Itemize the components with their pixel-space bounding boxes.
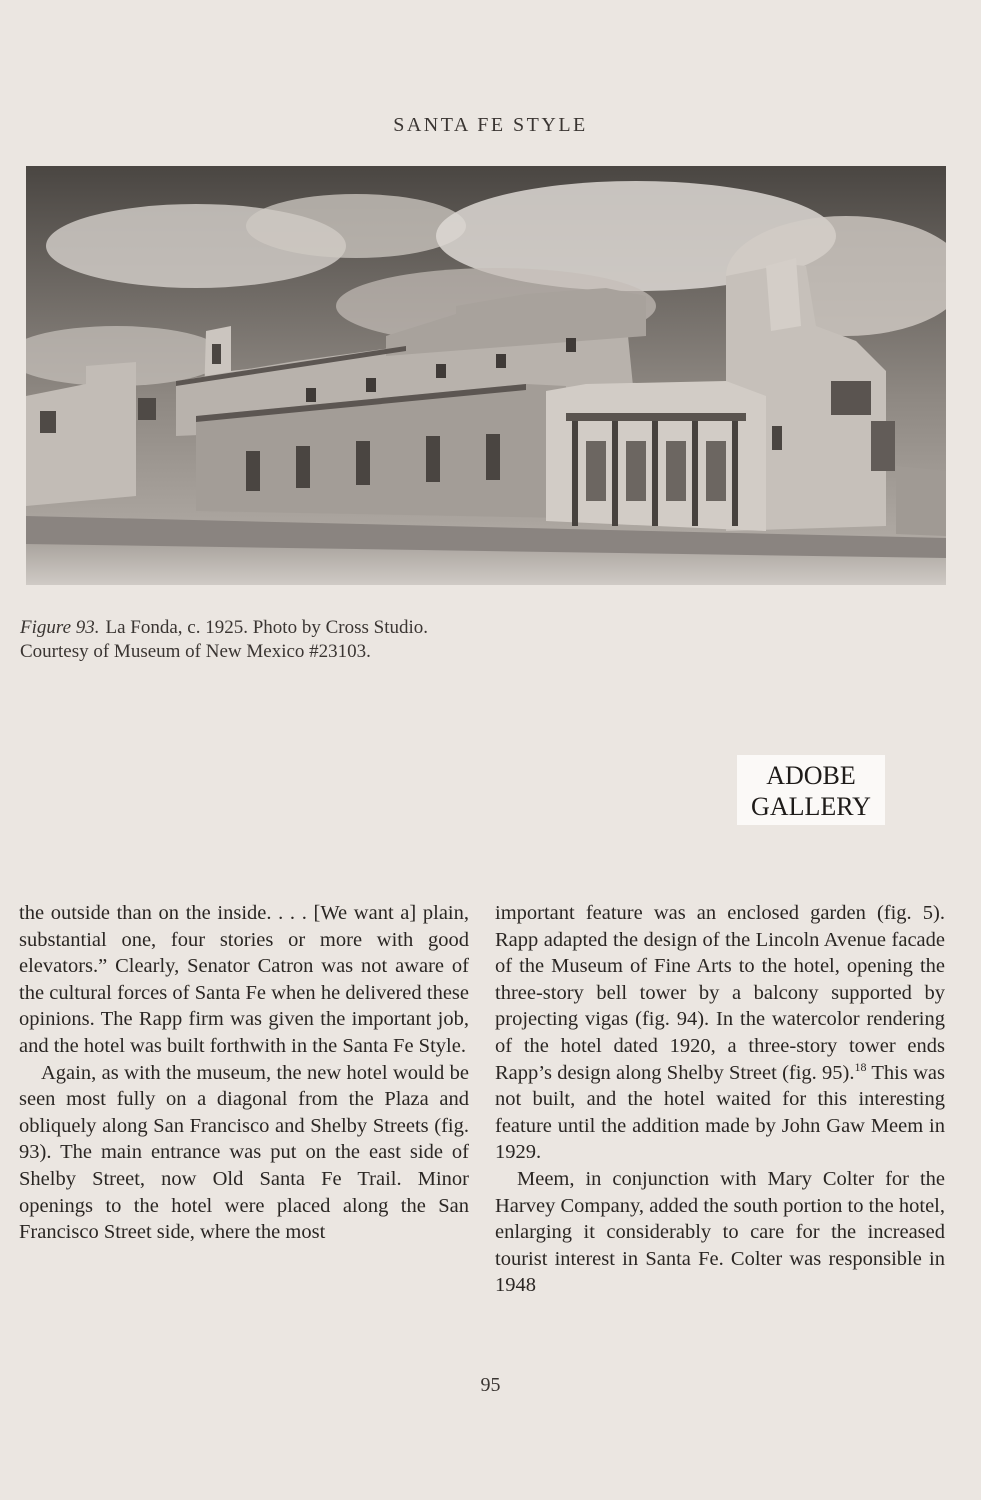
logo-line-1: ADOBE <box>766 761 856 790</box>
right-paragraph-2: Meem, in conjunction with Mary Colter for the Harvey Company, added the south portion to the hotel, enlarging it considerably to care for the increased tourist interest in Santa Fe. Colter was responsible in 1948 <box>495 1167 945 1297</box>
footnote-reference: 18 <box>854 1059 867 1074</box>
right-paragraph-1-text: important feature was an enclosed garden (fig. 5). Rapp adapted the design of the Lincoln Avenue facade of the Museum of Fine Arts to the hotel, opening the three-story bell tower by a balcony supported by projecting vigas (fig. 94). In the watercolor rendering of the hotel dated 1920, a three-story tower ends Rapp’s design along Shelby Street (fig. 95). <box>495 902 945 1084</box>
adobe-gallery-logo <box>737 755 885 825</box>
left-paragraph-1: the outside than on the inside. . . . [We want a] plain, substantial one, four stories or more with good elevators.” Clearly, Senator Catron was not aware of the cultural forces of Santa Fe when he delivered these opinions. The Rapp firm was given the important job, and the hotel was built forthwith in the Santa Fe Style. <box>19 902 469 1057</box>
page-number: 95 <box>480 1374 501 1396</box>
right-paragraph-1 <box>495 900 945 1166</box>
logo-line-2: GALLERY <box>751 792 871 821</box>
left-paragraph-2: Again, as with the museum, the new hotel would be seen most fully on a diagonal from the Plaza and obliquely along San Francisco and Shelby Streets (fig. 93). The main entrance was put on the east side of Shelby Street, now Old Santa Fe Trail. Minor openings to the hotel were placed along the San Francisco Street side, where the most <box>19 1061 469 1244</box>
la-fonda-photograph <box>26 166 946 585</box>
running-head: SANTA FE STYLE <box>393 114 588 136</box>
figure-caption-text: La Fonda, c. 1925. Photo by Cross Studio. Courtesy of Museum of New Mexico #23103. <box>20 617 428 662</box>
left-text-column <box>19 900 469 1246</box>
right-text-column <box>495 900 945 1299</box>
figure-caption <box>20 616 460 664</box>
right-paragraph-1-continued: This was not built, and the hotel waited for this interesting feature until the addition made by John Gaw Meem in 1929. <box>495 1061 945 1164</box>
figure-label: Figure 93. <box>20 617 100 638</box>
